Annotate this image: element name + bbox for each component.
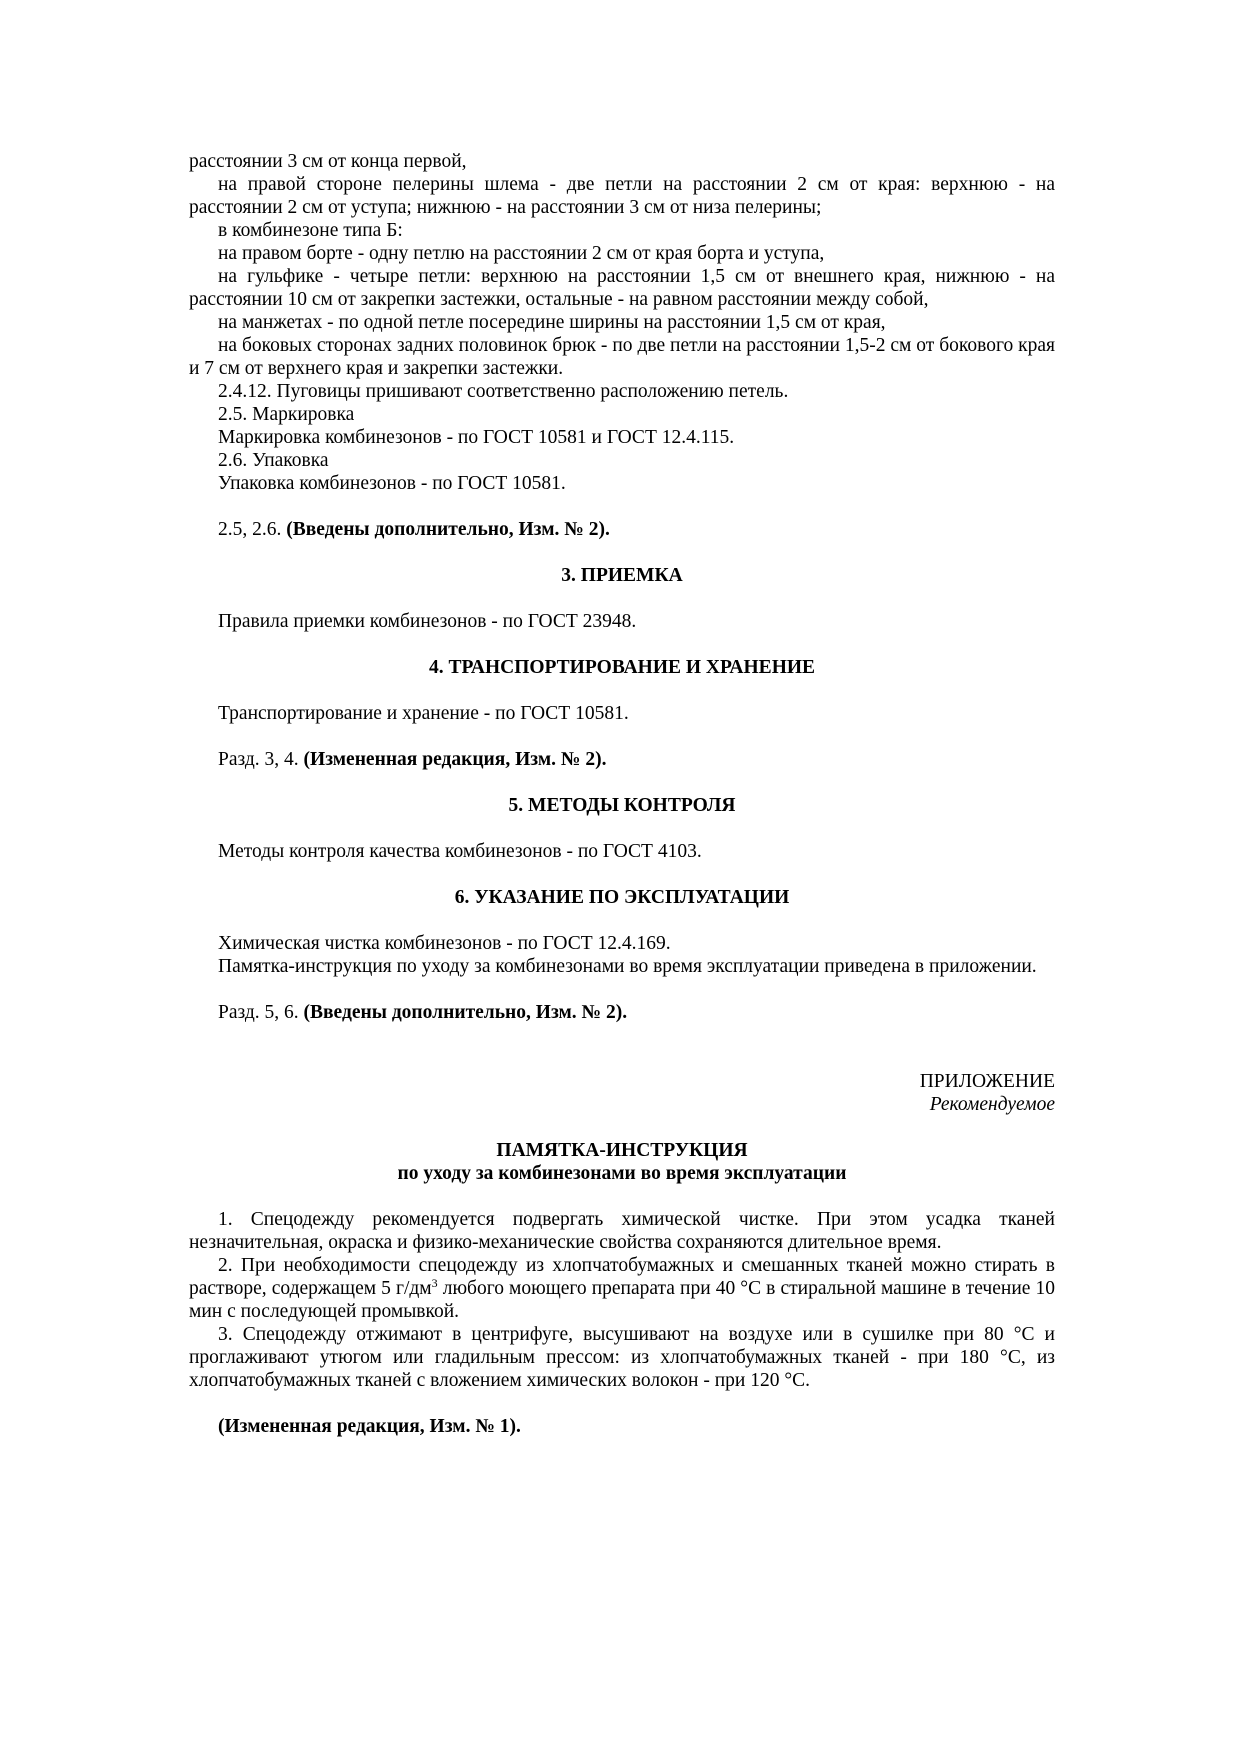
section-heading-2-5: 2.5. Маркировка — [218, 404, 355, 425]
paragraph: на правой стороне пелерины шлема - две петли на расстоянии 2 см от края: верхнюю - на расстоянии 2 см от уступа; нижнюю - на расстоянии 3 см от низа пелерины; — [189, 174, 1055, 218]
appendix-item-2 — [189, 1254, 1055, 1323]
paragraph: Упаковка комбинезонов - по ГОСТ 10581. — [218, 473, 566, 494]
appendix-item-2-text-cont: любого моющего препарата при 40 °С в стиральной машине в течение 10 мин с последующей промывкой. — [189, 1278, 1055, 1322]
superscript: 3 — [431, 1276, 438, 1290]
paragraph: Методы контроля качества комбинезонов - по ГОСТ 4103. — [218, 841, 702, 862]
amendment-note-text: (Введены дополнительно, Изм. № 2). — [286, 519, 610, 540]
appendix-title: ПАМЯТКА-ИНСТРУКЦИЯ — [496, 1140, 748, 1161]
section-heading-6: 6. УКАЗАНИЕ ПО ЭКСПЛУАТАЦИИ — [454, 887, 790, 908]
amendment-note-ref: Разд. 5, 6. — [218, 1002, 299, 1023]
amendment-note-text: (Измененная редакция, Изм. № 2). — [303, 749, 607, 770]
paragraph: на гульфике - четыре петли: верхнюю на расстоянии 1,5 см от внешнего края, нижнюю - на расстоянии 10 см от закрепки застежки, остальные - на равном расстоянии между собой, — [189, 266, 1055, 310]
paragraph: Транспортирование и хранение - по ГОСТ 10581. — [218, 703, 629, 724]
section-heading-2-6: 2.6. Упаковка — [218, 450, 329, 471]
amendment-note — [189, 748, 1055, 771]
amendment-note — [189, 1001, 1055, 1024]
amendment-note-ref: 2.5, 2.6. — [218, 519, 282, 540]
amendment-note-ref: Разд. 3, 4. — [218, 749, 299, 770]
paragraph: в комбинезоне типа Б: — [218, 220, 403, 241]
appendix-item-2-text: 2. При необходимости спецодежду из хлопчатобумажных и смешанных тканей можно стирать в растворе, содержащем 5 г/дм — [189, 1255, 1055, 1299]
paragraph: на правом борте - одну петлю на расстоянии 2 см от края борта и уступа, — [218, 243, 825, 264]
paragraph: Памятка-инструкция по уходу за комбинезонами во время эксплуатации приведена в приложении. — [218, 956, 1037, 977]
appendix-status: Рекомендуемое — [929, 1094, 1055, 1115]
amendment-note: (Измененная редакция, Изм. № 1). — [218, 1416, 521, 1437]
appendix-item-1: 1. Спецодежду рекомендуется подвергать химической чистке. При этом усадка тканей незначительная, окраска и физико-механические свойства сохраняются длительное время. — [189, 1209, 1055, 1253]
paragraph: на манжетах - по одной петле посередине ширины на расстоянии 1,5 см от края, — [218, 312, 886, 333]
paragraph: на боковых сторонах задних половинок брюк - по две петли на расстоянии 1,5-2 см от бокового края и 7 см от верхнего края и закрепки застежки. — [189, 335, 1055, 379]
paragraph: Правила приемки комбинезонов - по ГОСТ 23948. — [218, 611, 637, 632]
appendix-subtitle: по уходу за комбинезонами во время эксплуатации — [397, 1163, 847, 1184]
document-body — [189, 150, 1055, 1438]
appendix-label: ПРИЛОЖЕНИЕ — [919, 1071, 1055, 1092]
paragraph: расстоянии 3 см от конца первой, — [189, 151, 467, 172]
paragraph: 2.4.12. Пуговицы пришивают соответственно расположению петель. — [218, 381, 789, 402]
section-heading-3: 3. ПРИЕМКА — [561, 565, 683, 586]
paragraph: Химическая чистка комбинезонов - по ГОСТ 12.4.169. — [218, 933, 671, 954]
section-heading-5: 5. МЕТОДЫ КОНТРОЛЯ — [508, 795, 736, 816]
section-heading-4: 4. ТРАНСПОРТИРОВАНИЕ И ХРАНЕНИЕ — [428, 657, 816, 678]
appendix-item-3: 3. Спецодежду отжимают в центрифуге, высушивают на воздухе или в сушилке при 80 °С и проглаживают утюгом или гладильным прессом: из хлопчатобумажных тканей - при 180 °С, из хлопчатобумажных тканей с вложением химических волокон - при 120 °С. — [189, 1324, 1055, 1391]
amendment-note-text: (Введены дополнительно, Изм. № 2). — [303, 1002, 628, 1023]
amendment-note — [189, 518, 1055, 541]
paragraph: Маркировка комбинезонов - по ГОСТ 10581 и ГОСТ 12.4.115. — [218, 427, 735, 448]
